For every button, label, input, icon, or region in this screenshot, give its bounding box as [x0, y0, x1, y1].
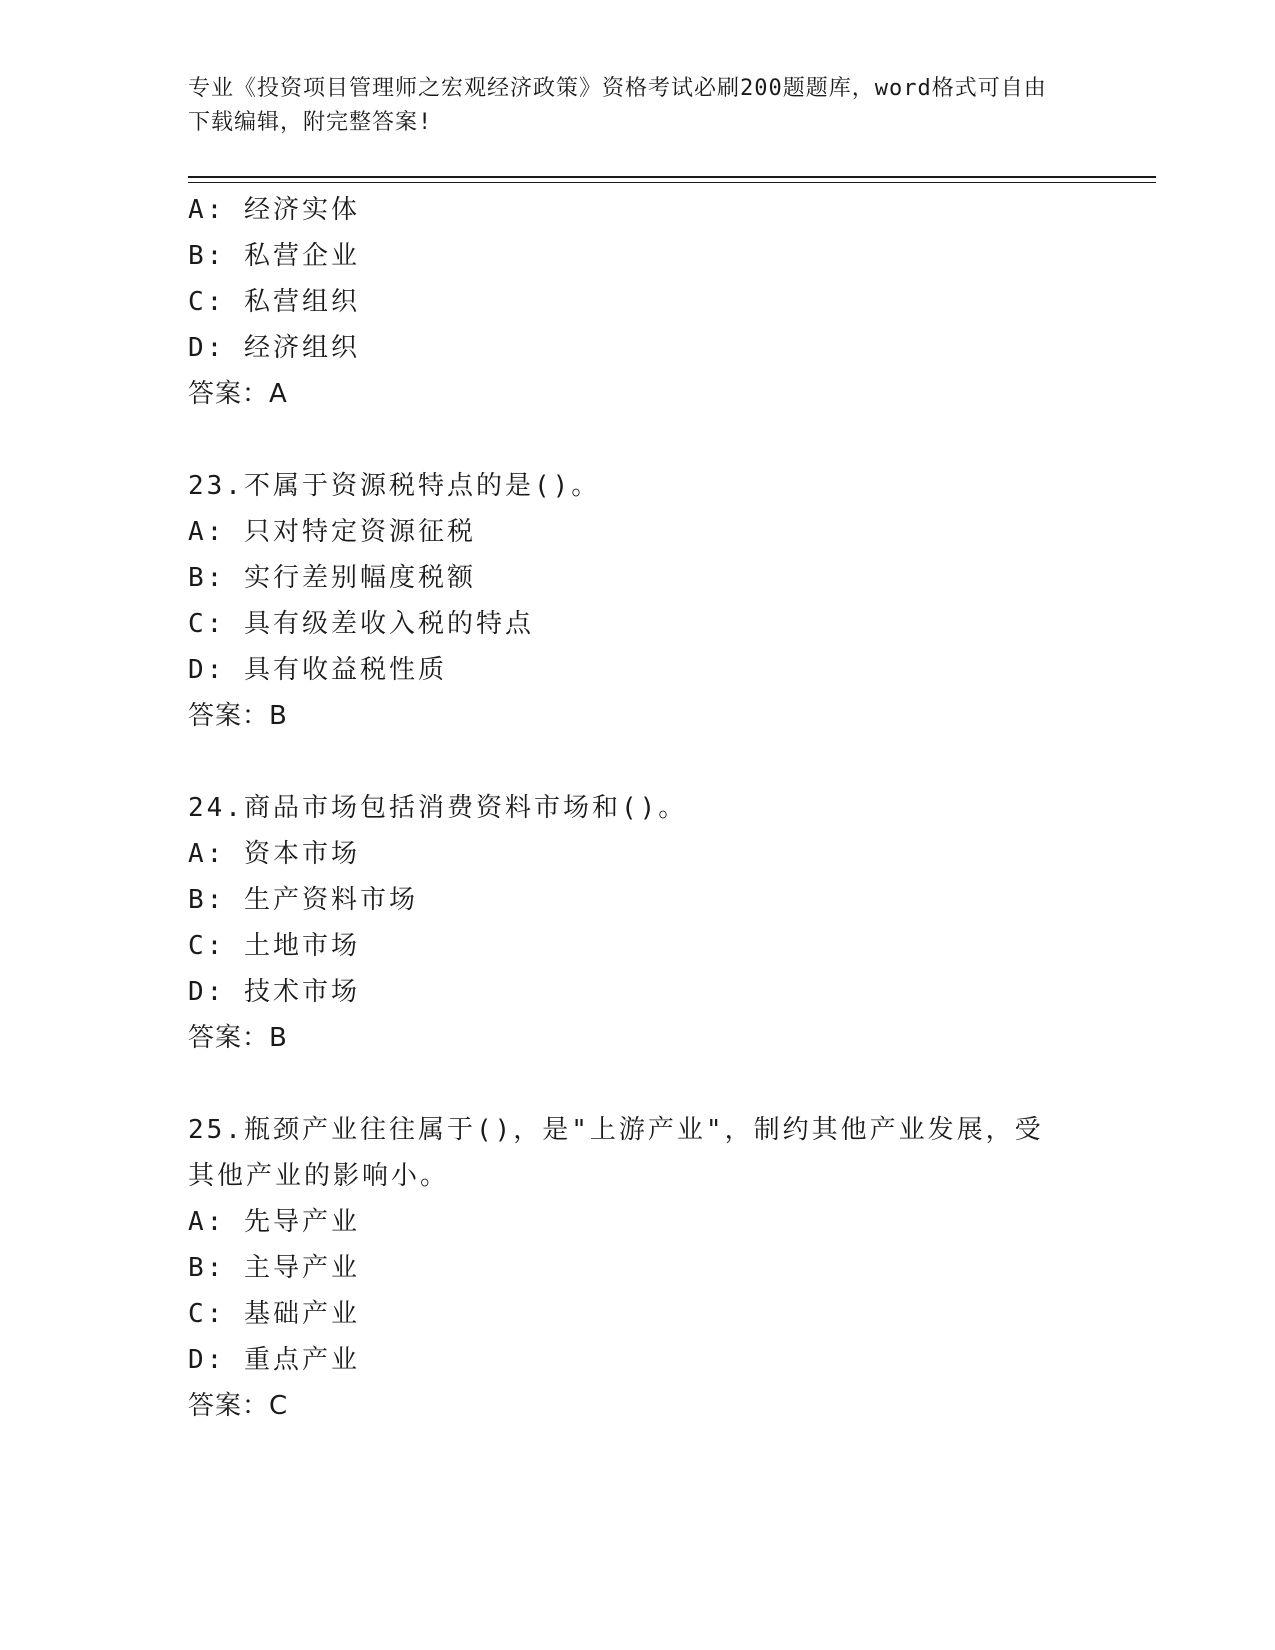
answer-line: 答案：B — [188, 701, 288, 731]
option-c: C: 基础产业 — [188, 1299, 360, 1329]
option-a: A: 经济实体 — [188, 195, 360, 225]
question-25 — [188, 1107, 1088, 1429]
option-c: C: 土地市场 — [188, 931, 360, 961]
answer-line: 答案：B — [188, 1023, 288, 1053]
option-c: C: 具有级差收入税的特点 — [188, 609, 534, 639]
option-b: B: 实行差别幅度税额 — [188, 563, 476, 593]
option-d: D: 重点产业 — [188, 1345, 360, 1375]
option-c: C: 私营组织 — [188, 287, 360, 317]
option-b: B: 主导产业 — [188, 1253, 360, 1283]
question-24 — [188, 785, 1088, 1061]
question-content — [188, 187, 1088, 1429]
answer-line: 答案：C — [188, 1391, 289, 1421]
option-a: A: 只对特定资源征税 — [188, 517, 476, 547]
option-d: D: 经济组织 — [188, 333, 360, 363]
question-text: 23.不属于资源税特点的是()。 — [188, 471, 601, 501]
header-rule-thin — [188, 182, 1156, 183]
answer-line: 答案：A — [188, 379, 288, 409]
option-d: D: 技术市场 — [188, 977, 360, 1007]
question-text: 24.商品市场包括消费资料市场和()。 — [188, 793, 688, 823]
option-b: B: 私营企业 — [188, 241, 360, 271]
question-22 — [188, 187, 1088, 417]
document-header: 专业《投资项目管理师之宏观经济政策》资格考试必刷200题题库，word格式可自由下载编辑，附完整答案! — [188, 76, 1047, 135]
option-a: A: 资本市场 — [188, 839, 360, 869]
question-23 — [188, 463, 1088, 739]
option-a: A: 先导产业 — [188, 1207, 360, 1237]
option-d: D: 具有收益税性质 — [188, 655, 447, 685]
question-text: 25.瓶颈产业往往属于()，是"上游产业"，制约其他产业发展，受其他产业的影响小。 — [188, 1115, 1044, 1191]
header-rule-thick — [188, 176, 1156, 178]
option-b: B: 生产资料市场 — [188, 885, 418, 915]
